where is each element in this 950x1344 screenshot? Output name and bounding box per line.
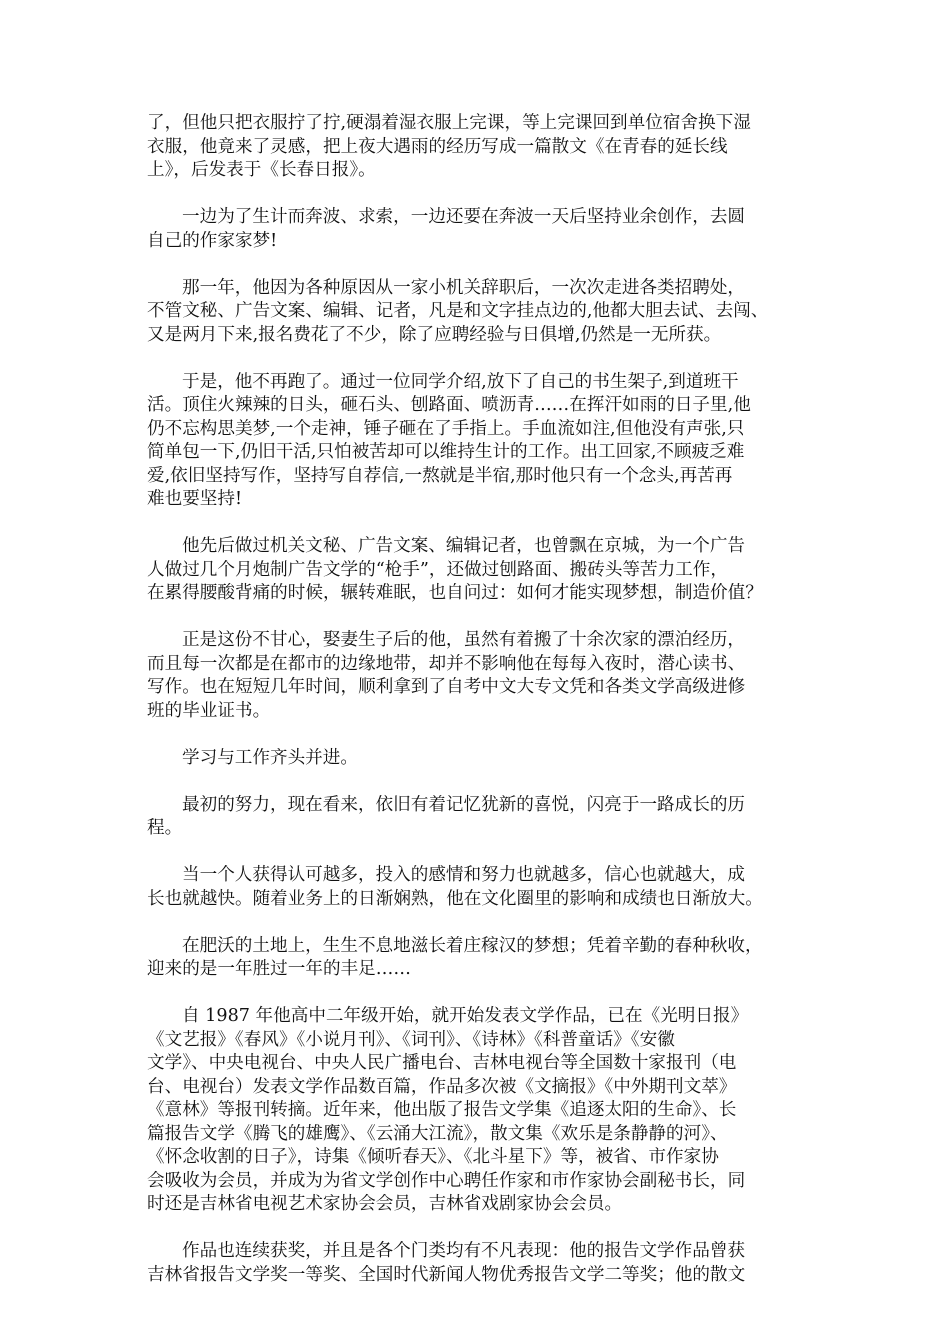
- text-line: 台、电视台）发表文学作品数百篇，作品多次被《文摘报》《中外期刊文萃》: [147, 1076, 737, 1097]
- text-line: 难也要坚持!: [147, 489, 243, 509]
- text-line: 作品也连续获奖，并且是各个门类均有不凡表现：他的报告文学作品曾获: [182, 1241, 746, 1261]
- paragraph: [147, 112, 809, 183]
- paragraph: [147, 747, 809, 771]
- text-line: 程。: [147, 818, 183, 838]
- text-line: 仍不忘构思美梦,一个走神，锤子砸在了手指上。手血流如注,但他没有声张,只: [147, 418, 745, 439]
- paragraph: [147, 277, 809, 348]
- text-line: 当一个人获得认可越多，投入的感情和努力也就越多，信心也就越大，成: [182, 865, 746, 885]
- paragraph: [147, 794, 809, 841]
- text-line: 活。顶住火辣辣的日头，砸石头、刨路面、喷沥青……在挥汗如雨的日子里,他: [147, 395, 751, 415]
- text-line: 不管文秘、广告文案、编辑、记者，凡是和文字挂点边的,他都大胆去试、去闯、: [147, 301, 769, 321]
- text-line: 一边为了生计而奔波、求索，一边还要在奔波一天后坚持业余创作，去圆: [182, 207, 746, 227]
- paragraph: [147, 535, 809, 606]
- text-line: 衣服，他竟来了灵感，把上夜大遇雨的经历写成一篇散文《在青春的延长线: [147, 136, 728, 157]
- text-line: 正是这份不甘心，娶妻生子后的他，虽然有着搬了十余次家的漂泊经历，: [182, 630, 746, 650]
- text-line: 《怀念收割的日子》，诗集《倾听春天》、《北斗星下》等，被省、市作家协: [147, 1147, 719, 1167]
- text-line: 最初的努力，现在看来，依旧有着记忆犹新的喜悦，闪亮于一路成长的历: [182, 794, 746, 815]
- text-line: 他先后做过机关文秘、广告文案、编辑记者，也曾飘在京城，为一个广告: [182, 536, 746, 556]
- text-line: 在肥沃的土地上，生生不息地滋长着庄稼汉的梦想；凭着辛勤的春种秋收，: [182, 935, 763, 956]
- text-line: 于是，他不再跑了。通过一位同学介绍,放下了自己的书生架子,到道班干: [182, 371, 739, 392]
- text-line: 上》，后发表于《长春日报》。: [147, 160, 376, 180]
- text-line: 篇报告文学《腾飞的雄鹰》、《云涌大江流》，散文集《欢乐是条静静的河》、: [147, 1123, 728, 1144]
- paragraph: [147, 629, 809, 723]
- text-line: 时还是吉林省电视艺术家协会会员，吉林省戏剧家协会会员。: [147, 1194, 623, 1214]
- text-line: 《意林》等报刊转摘。近年来，他出版了报告文学集《追逐太阳的生命》、长: [147, 1100, 737, 1120]
- text-line: 人做过几个月炮制广告文学的“枪手”，还做过刨路面、搬砖头等苦力工作，: [147, 559, 728, 580]
- article-body: [147, 112, 809, 1311]
- paragraph: [147, 206, 809, 253]
- paragraph: [147, 935, 809, 982]
- text-line: 吉林省报告文学奖一等奖、全国时代新闻人物优秀报告文学二等奖；他的散文: [147, 1264, 746, 1285]
- text-line: 会吸收为会员，并成为为省文学创作中心聘任作家和市作家协会副秘书长，同: [147, 1170, 746, 1191]
- text-line: 班的毕业证书。: [147, 700, 271, 721]
- text-line: 爱,依旧坚持写作，坚持写自荐信,一熬就是半宿,那时他只有一个念头,再苦再: [147, 465, 733, 486]
- paragraph: [147, 1005, 809, 1217]
- text-line: 自己的作家家梦!: [147, 230, 278, 251]
- text-line: 在累得腰酸背痛的时候，辗转难眠，也自问过：如何才能实现梦想，制造价值？: [147, 583, 763, 603]
- text-line: 简单包一下,仍旧干活,只怕被苦却可以维持生计的工作。出工回家,不顾疲乏难: [147, 442, 745, 462]
- text-line: 了，但他只把衣服拧了拧,硬溻着湿衣服上完课，等上完课回到单位宿舍换下湿: [147, 113, 751, 133]
- text-line: 而且每一次都是在都市的边缘地带，却并不影响他在每每入夜时，潜心读书、: [147, 653, 746, 674]
- paragraph: [147, 864, 809, 911]
- text-line: 《文艺报》《春风》《小说月刊》、《词刊》、《诗林》《科普童话》《安徽: [147, 1029, 675, 1050]
- text-line: 迎来的是一年胜过一年的丰足……: [147, 959, 411, 979]
- text-line: 学习与工作齐头并进。: [182, 747, 358, 768]
- text-line: 长也就越快。随着业务上的日渐娴熟，他在文化圈里的影响和成绩也日渐放大。: [147, 888, 763, 909]
- text-line: 那一年，他因为各种原因从一家小机关辞职后，一次次走进各类招聘处，: [182, 277, 746, 298]
- text-line: 文学》、中央电视台、中央人民广播电台、吉林电视台等全国数十家报刊（电: [147, 1053, 737, 1073]
- text-line: 自 1987 年他高中二年级开始，就开始发表文学作品，已在《光明日报》: [182, 1006, 749, 1026]
- paragraph: [147, 1240, 809, 1287]
- paragraph: [147, 371, 809, 512]
- text-line: 又是两月下来,报名费花了不少，除了应聘经验与日俱增,仍然是一无所获。: [147, 324, 722, 345]
- text-line: 写作。也在短短几年时间，顺利拿到了自考中文大专文凭和各类文学高级进修: [147, 677, 746, 697]
